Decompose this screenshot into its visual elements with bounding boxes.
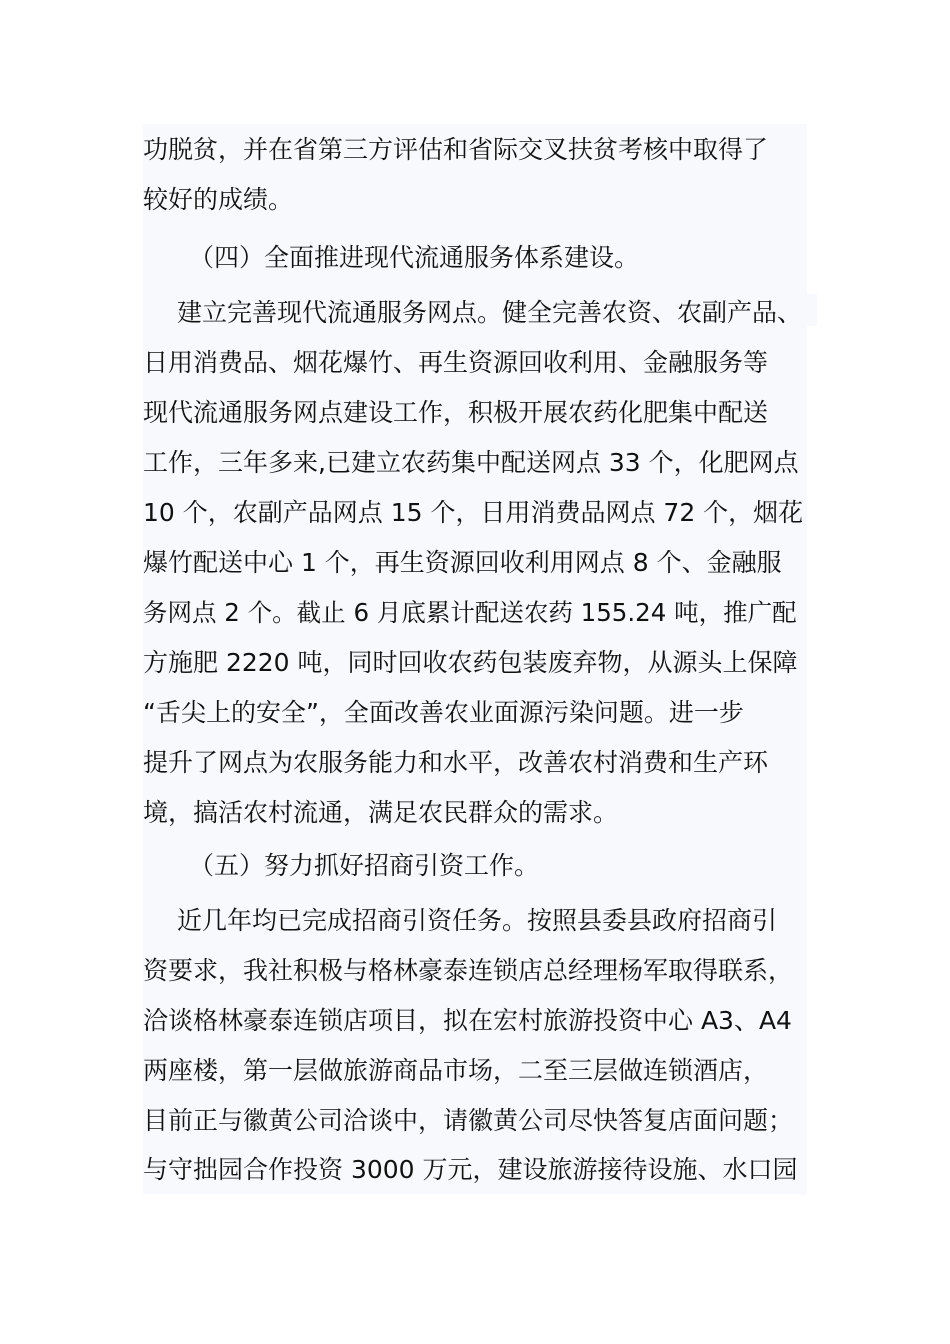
- paragraph-line: 两座楼，第一层做旅游商品市场，二至三层做连锁酒店，: [143, 1056, 769, 1085]
- section-heading-4: （四）全面推进现代流通服务体系建设。: [189, 243, 640, 272]
- paragraph-line: 现代流通服务网点建设工作，积极开展农药化肥集中配送: [143, 398, 769, 427]
- paragraph-line: 爆竹配送中心 1 个，再生资源回收利用网点 8 个、金融服: [143, 548, 782, 577]
- paragraph-line: 洽谈格林豪泰连锁店项目，拟在宏村旅游投资中心 A3、A4: [143, 1006, 792, 1035]
- paragraph-line: 境，搞活农村流通，满足农民群众的需求。: [143, 798, 619, 827]
- paragraph-line: 10 个，农副产品网点 15 个，日用消费品网点 72 个，烟花: [143, 498, 804, 527]
- paragraph-line: 近几年均已完成招商引资任务。按照县委县政府招商引: [177, 906, 778, 935]
- paragraph-line: 日用消费品、烟花爆竹、再生资源回收利用、金融服务等: [143, 348, 769, 377]
- paragraph-line: 目前正与徽黄公司洽谈中，请徽黄公司尽快答复店面问题；: [143, 1106, 794, 1135]
- paragraph-line: 建立完善现代流通服务网点。健全完善农资、农副产品、: [177, 298, 803, 327]
- highlight-edge: [807, 294, 817, 326]
- section-heading-5: （五）努力抓好招商引资工作。: [189, 851, 540, 880]
- document-text-block: [143, 124, 807, 1194]
- paragraph-line: 功脱贫，并在省第三方评估和省际交叉扶贫考核中取得了: [143, 135, 769, 164]
- paragraph-line: 资要求，我社积极与格林豪泰连锁店总经理杨军取得联系，: [143, 956, 794, 985]
- paragraph-line: 工作，三年多来,已建立农药集中配送网点 33 个，化肥网点: [143, 448, 799, 477]
- paragraph-line: “舌尖上的安全”，全面改善农业面源污染问题。进一步: [143, 698, 744, 727]
- paragraph-line: 与守拙园合作投资 3000 万元，建设旅游接待设施、水口园: [143, 1155, 798, 1184]
- paragraph-line: 方施肥 2220 吨，同时回收农药包装废弃物，从源头上保障: [143, 648, 798, 677]
- paragraph-line: 务网点 2 个。截止 6 月底累计配送农药 155.24 吨，推广配: [143, 598, 797, 627]
- paragraph-line: 提升了网点为农服务能力和水平，改善农村消费和生产环: [143, 748, 769, 777]
- paragraph-line: 较好的成绩。: [143, 185, 294, 214]
